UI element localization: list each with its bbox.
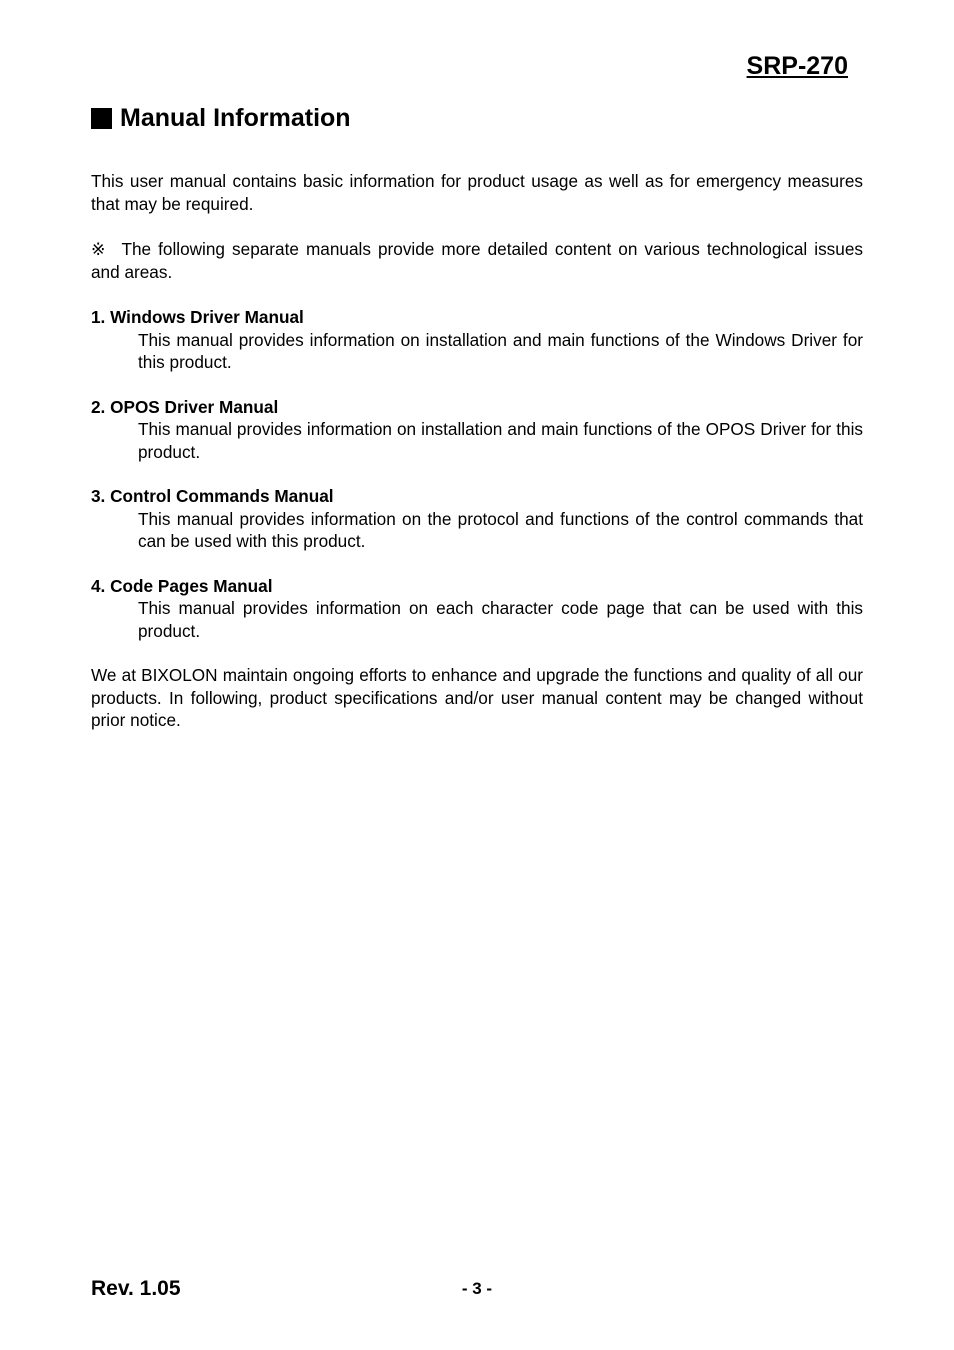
manual-item-windows-driver [91,306,863,374]
note-paragraph [91,238,863,283]
reference-mark-icon: ※ [91,239,108,259]
intro-paragraph: This user manual contains basic information for product usage as well as for emergency measures that may be required. [91,171,863,214]
note-text: The following separate manuals provide more detailed content on various technological issues and areas. [91,239,863,282]
manual-item-opos-driver [91,396,863,464]
page-number: - 3 - [461,1279,493,1298]
manual-item-title: 1. Windows Driver Manual [91,307,304,327]
model-name: SRP-270 [746,52,848,80]
manual-item-title: 4. Code Pages Manual [91,575,273,596]
manual-item-title: 3. Control Commands Manual [91,486,334,506]
manual-content [91,170,863,732]
manual-item-description: This manual provides information on each character code page that can be used with this product. [138,598,863,641]
manual-item-control-commands [91,485,863,553]
closing-paragraph: We at BIXOLON maintain ongoing efforts to enhance and upgrade the functions and quality of all our products. In following, product specifications and/or user manual content may be changed without prior notice. [91,665,863,730]
black-square-icon [91,108,112,129]
manual-item-description: This manual provides information on installation and main functions of the Windows Driver for this product. [138,329,863,372]
manual-item-description: This manual provides information on installation and main functions of the OPOS Driver for this product. [138,419,863,462]
section-title-text: Manual Information [120,104,351,132]
manual-item-description: This manual provides information on the protocol and functions of the control commands that can be used with this product. [138,508,863,551]
manual-item-title: 2. OPOS Driver Manual [91,396,279,417]
revision-label: Rev. 1.05 [91,1277,181,1300]
manual-item-code-pages [91,575,863,643]
section-title [91,104,351,133]
